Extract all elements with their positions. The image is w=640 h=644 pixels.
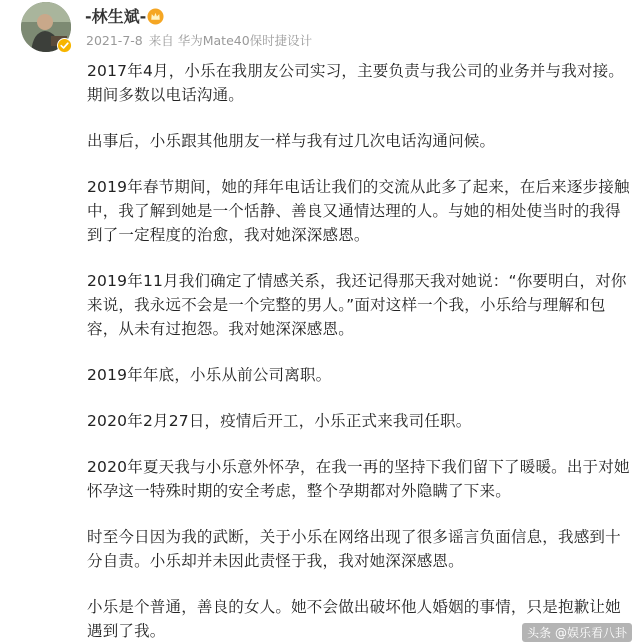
watermark: 头条 @娱乐看八卦 bbox=[522, 623, 632, 642]
post-body bbox=[87, 59, 635, 644]
post-date: 2021-7-8 bbox=[86, 33, 143, 48]
post-meta bbox=[86, 32, 318, 50]
crown-badge-icon[interactable] bbox=[147, 8, 164, 25]
post-paragraph: 2019年年底，小乐从前公司离职。 bbox=[87, 366, 332, 384]
verified-badge-icon bbox=[57, 38, 72, 53]
post-paragraph: 2020年夏天我与小乐意外怀孕，在我一再的坚持下我们留下了暖暖。出于对她怀孕这一特殊时期的安全考虑，整个孕期都对外隐瞒了下来。 bbox=[87, 458, 630, 500]
post-paragraph: 时至今日因为我的武断，关于小乐在网络出现了很多谣言负面信息，我感到十分自责。小乐却并未因此责怪于我，我对她深深感恩。 bbox=[87, 528, 621, 570]
post-paragraph: 2019年春节期间，她的拜年电话让我们的交流从此多了起来，在后来逐步接触中，我了解到她是一个恬静、善良又通情达理的人。与她的相处使当时的我得到了一定程度的治愈，我对她深深感恩。 bbox=[87, 178, 630, 244]
post-paragraph: 2019年11月我们确定了情感关系，我还记得那天我对她说：“你要明白，对你来说，我永远不会是一个完整的男人。”面对这样一个我，小乐给与理解和包容，从未有过抱怨。我对她深深感恩。 bbox=[87, 272, 627, 338]
post-paragraph: 出事后，小乐跟其他朋友一样与我有过几次电话沟通问候。 bbox=[87, 132, 496, 150]
author-name[interactable]: -林生斌- bbox=[85, 7, 147, 26]
post-paragraph: 2017年4月，小乐在我朋友公司实习，主要负责与我公司的业务并与我对接。期间多数以电话沟通。 bbox=[87, 62, 625, 104]
post-source: 来自 华为Mate40保时捷设计 bbox=[148, 33, 313, 48]
post-paragraph: 小乐是个普通，善良的女人。她不会做出破坏他人婚姻的事情，只是抱歉让她遇到了我。 bbox=[87, 598, 621, 640]
post-paragraph: 2020年2月27日，疫情后开工，小乐正式来我司任职。 bbox=[87, 412, 472, 430]
